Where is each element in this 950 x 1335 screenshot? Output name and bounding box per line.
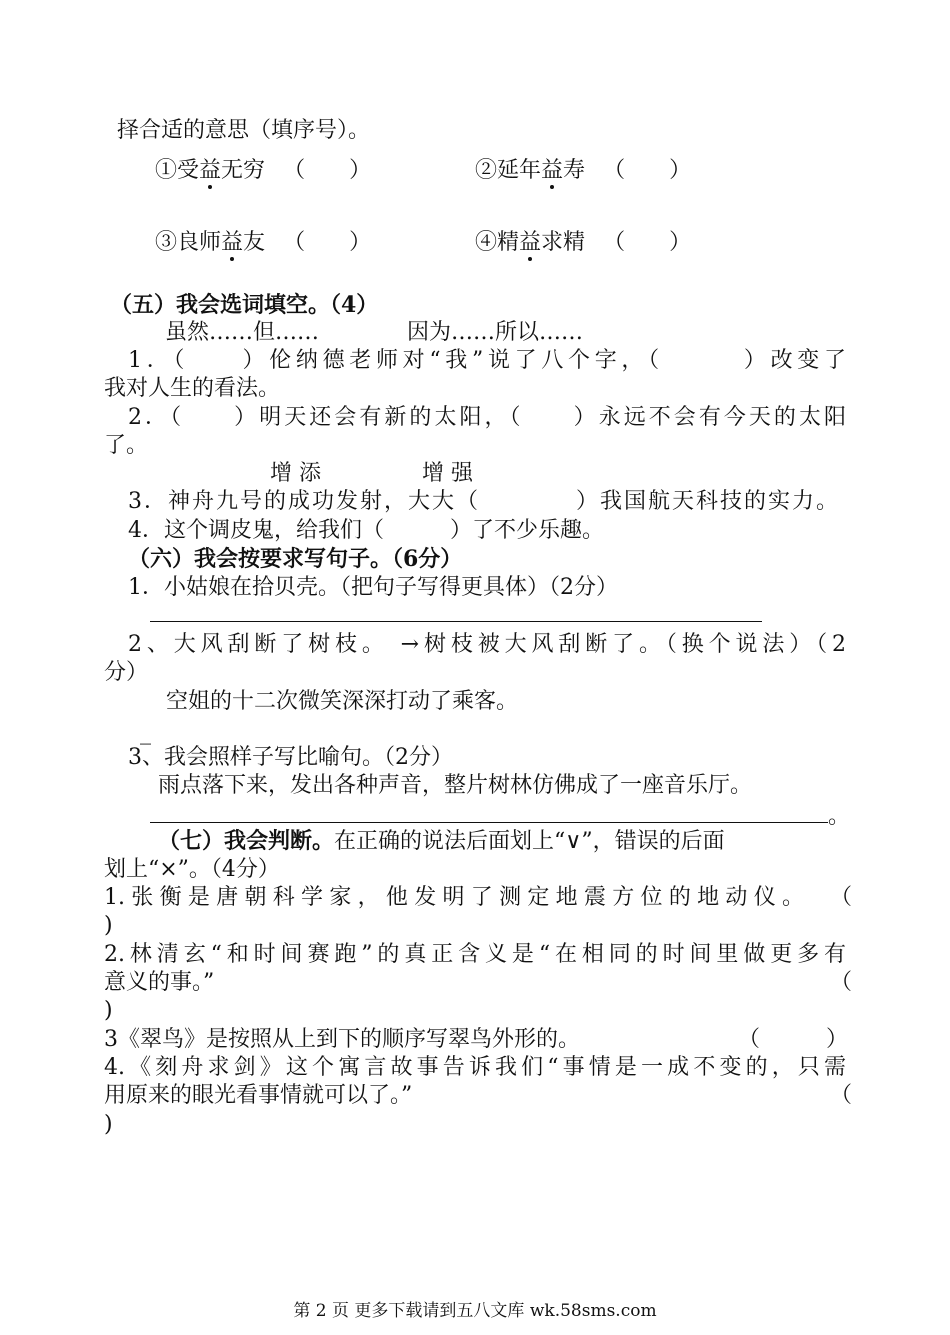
answer-blank: （ ） [603, 158, 692, 183]
s7-item3: 3《翠鸟》是按照从上到下的顺序写翠鸟外形的。 [104, 1027, 580, 1052]
yi-option-2 [475, 156, 691, 186]
option-number: ② [475, 158, 498, 183]
option-text: 精 [497, 230, 520, 255]
answer-blank: （ ） [283, 230, 372, 255]
s7-item4-line1: 4.《刻舟求剑》这个寓言故事告诉我们“事情是一成不变的，只需 [104, 1055, 846, 1080]
section6-title: （六）我会按要求写句子。（6分） [128, 546, 463, 572]
yi-option-4 [475, 228, 691, 258]
s6-q3-example: 雨点落下来，发出各种声音，整片树林仿佛成了一座音乐厅。 [158, 773, 753, 798]
option-text: 受 [177, 158, 200, 183]
option-text: 寿 [563, 158, 586, 183]
s6-q2-line2: 分） [104, 660, 149, 685]
s5-q1-line1: 1．（ ）伦纳德老师对“我”说了八个字，（ ）改变了 [128, 348, 846, 373]
option-number: ④ [475, 230, 498, 255]
option-text: 良师 [177, 230, 222, 255]
answer-line [150, 822, 828, 823]
s7-item1-close: ) [104, 913, 113, 938]
option-text: 求精 [541, 230, 586, 255]
s6-q2-line1: 2、大风刮断了树枝。 →树枝被大风刮断了。（换个说法）（2 [128, 632, 846, 657]
s7-instruction: 在正确的说法后面划上“∨”，错误的后面 [334, 829, 725, 854]
s7-instruction-line1 [158, 826, 846, 857]
s6-q3: 3、我会照样子写比喻句。（2分） [128, 745, 453, 770]
answer-line [150, 621, 762, 622]
s7-item4-line2: 用原来的眼光看事情就可以了。” [104, 1083, 413, 1108]
section7-title: （七）我会判断。 [158, 828, 335, 854]
option-number: ① [155, 158, 178, 183]
dotted-char: 益 [541, 158, 564, 183]
s6-q2-mark: _ [140, 720, 151, 745]
s6-q2-sentence: 空姐的十二次微笑深深打动了乘客。 [166, 689, 519, 714]
section5-title: （五）我会选词填空。（4） [110, 292, 379, 318]
s5-q1-line2: 我对人生的看法。 [104, 376, 281, 401]
s7-item3-blank: （ ） [738, 1027, 849, 1052]
dotted-char: 益 [199, 158, 222, 183]
answer-blank: （ ） [283, 158, 372, 183]
option-text: 无穷 [221, 158, 266, 183]
s7-item4-close: ) [104, 1112, 113, 1137]
s7-instruction-line2: 划上“×”。（4分） [104, 857, 280, 882]
s5-q3: 3．神舟九号的成功发射，大大（ ）我国航天科技的实力。 [128, 489, 838, 514]
s7-item2-line1: 2.林清玄“和时间赛跑”的真正含义是“在相同的时间里做更多有 [104, 942, 846, 967]
choice-pair-2: 因为……所以…… [407, 320, 584, 345]
s7-item1: 1.张衡是唐朝科学家，他发明了测定地震方位的地动仪。 [104, 885, 804, 910]
s7-item2-open: （ [830, 970, 853, 995]
yi-option-3 [155, 228, 371, 258]
word-choice-zengqiang: 增 强 [422, 461, 473, 486]
intro-text: 择合适的意思（填序号）。 [117, 118, 371, 143]
s5-q4: 4．这个调皮鬼，给我们（ ）了不少乐趣。 [128, 518, 604, 543]
word-choice-zengtian: 增 添 [270, 461, 321, 486]
option-text: 友 [243, 230, 266, 255]
s5-q2-line2: 了。 [104, 433, 149, 458]
s7-item1-open: （ [830, 885, 853, 910]
s5-q2-line1: 2．（ ）明天还会有新的太阳，（ ）永远不会有今天的太阳 [128, 405, 846, 430]
s6-q1: 1．小姑娘在拾贝壳。（把句子写得更具体）（2分） [128, 575, 618, 600]
s7-item2-close: ) [104, 998, 113, 1023]
choice-pair-1: 虽然……但…… [165, 320, 320, 345]
option-number: ③ [155, 230, 178, 255]
yi-option-1 [155, 156, 371, 186]
dotted-char: 益 [221, 230, 244, 255]
dotted-char: 益 [519, 230, 542, 255]
page-footer: 第 2 页 更多下载请到五八文库 wk.58sms.com [293, 1301, 657, 1321]
answer-blank: （ ） [603, 230, 692, 255]
s7-item2-line2: 意义的事。” [104, 970, 215, 995]
option-text: 延年 [497, 158, 542, 183]
s6-q3-end: 。 [828, 804, 851, 829]
s7-item4-open: （ [830, 1083, 853, 1108]
